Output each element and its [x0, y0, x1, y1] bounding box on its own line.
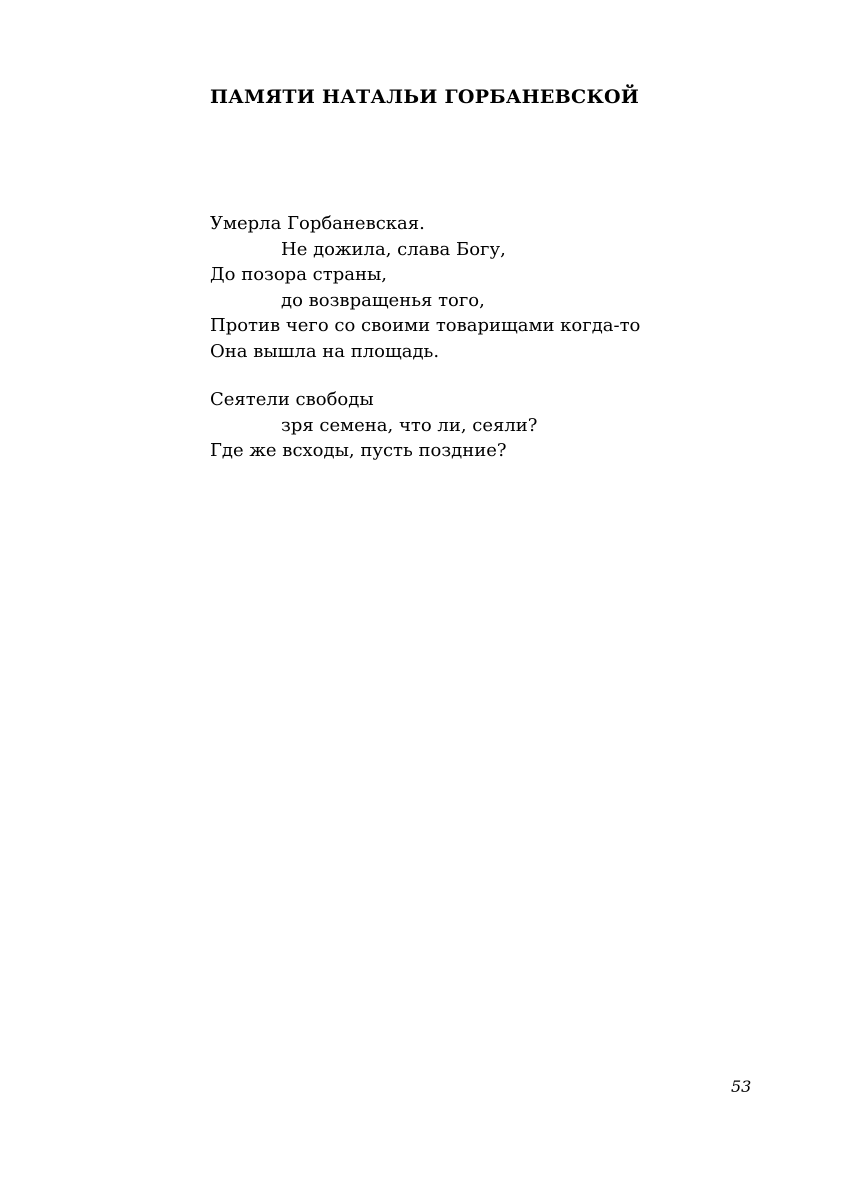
poem-line-indented: Не дожила, слава Богу,	[281, 238, 506, 260]
poem-line: Умерла Горбаневская.	[210, 213, 425, 234]
poem-line-indented: до возвращенья того,	[281, 289, 485, 311]
poem-line: Она вышла на площадь.	[210, 340, 440, 362]
poem-title: ПАМЯТИ НАТАЛЬИ ГОРБАНЕВСКОЙ	[210, 86, 640, 108]
poem-line-indented: зря семена, что ли, сеяли?	[281, 414, 538, 436]
poem-line: Где же всходы, пусть поздние?	[210, 440, 507, 461]
page-number: 53	[731, 1077, 752, 1096]
poem-line: До позора страны,	[210, 264, 387, 285]
poem-line: Сеятели свободы	[210, 389, 374, 410]
stanza-1	[210, 211, 640, 364]
poem-line: Против чего со своими товарищами когда-то	[210, 315, 641, 336]
stanza-2	[210, 387, 537, 464]
